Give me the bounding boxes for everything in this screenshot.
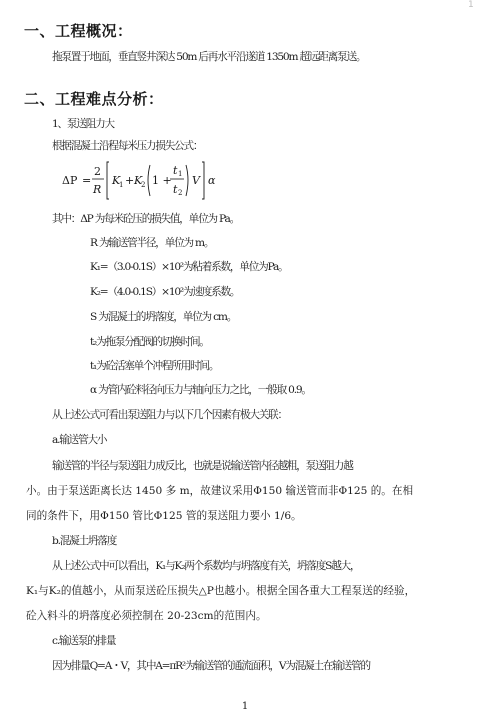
def-k2: K₂=（4.0-0.1S）×10²为速度系数。 xyxy=(90,286,240,298)
subsection-1-title: 1、泵送阻力大 xyxy=(52,118,114,130)
formula-alpha: α xyxy=(208,174,216,187)
def-delta-p: ΔP 为每米砼压的损失值，单位为 Pa。 xyxy=(80,213,239,225)
formula-t2: t xyxy=(173,183,178,196)
item-b-title: b.混凝土坍落度 xyxy=(52,535,117,547)
item-b-line-1: 从上述公式中可以看出，K₁与K₂两个系数均与坍落度有关，坍落度S越大， xyxy=(52,560,360,572)
def-alpha: α 为管内砼料径向压力与轴向压力之比，一般取 0.9。 xyxy=(90,384,311,396)
formula-t2-sub: 2 xyxy=(178,189,183,197)
section-1-body: 拖泵置于地面，垂直竖井深达 50m 后再水平沿遂道 1350m 超远距离泵送。 xyxy=(52,51,366,63)
formula-equals: = xyxy=(82,174,92,187)
item-a-line-1: 输送管的半径与泵送阻力成反比，也就是说输送管内径越粗，泵送阻力越 xyxy=(52,460,353,472)
formula-t1-sub: 1 xyxy=(178,170,183,178)
formula-one-plus: 1 + xyxy=(152,174,172,187)
def-s: S 为混凝土的坍落度，单位为 cm。 xyxy=(90,311,237,323)
conclusion-line: 从上述公式可看出泵送阻力与以下几个因素有极大关联： xyxy=(52,409,287,421)
pressure-loss-formula xyxy=(62,159,222,203)
formula-intro: 根据混凝土沿程每米压力损失公式： xyxy=(52,140,203,152)
def-t2: t₂为拖泵分配阀的切换时间。 xyxy=(90,336,209,348)
item-b-line-3: 砼入料斗的坍落度必须控制在 20-23cm的范围内。 xyxy=(26,610,267,622)
formula-lhs: ΔP xyxy=(62,174,78,187)
item-a-line-2: 小。由于泵送距离长达 1450 多 m，故建议采用Φ150 输送管而非Φ125 的。在相 xyxy=(26,485,414,497)
section-1-heading: 一、工程概况： xyxy=(24,22,133,40)
section-2-heading: 二、工程难点分析： xyxy=(24,90,164,108)
item-a-title: a.输送管大小 xyxy=(52,434,107,446)
page-number: 1 xyxy=(241,701,249,712)
item-c-title: c.输送泵的排量 xyxy=(52,635,116,647)
formula-k1-sub: 1 xyxy=(119,181,124,189)
formula-k2-sub: 2 xyxy=(141,181,146,189)
corner-mark: 1 xyxy=(468,0,474,10)
def-t1: t₁为砼活塞单个冲程所用时间。 xyxy=(90,360,219,372)
formula-k1: K xyxy=(112,174,121,187)
formula-k2: K xyxy=(134,174,143,187)
formula-denominator: R xyxy=(93,183,102,196)
defs-where-prefix: 其中： xyxy=(52,213,81,225)
defs-where-row xyxy=(52,213,490,226)
item-a-line-3: 同的条件下，用Φ150 管比Φ125 管的泵送阻力要小 1/6。 xyxy=(26,510,302,522)
formula-numerator: 2 xyxy=(94,165,101,178)
def-k1: K₁=（3.0-0.1S）×10²为粘着系数，单位为Pa。 xyxy=(90,261,288,273)
def-r: R 为输送管半径，单位为 m。 xyxy=(90,237,214,249)
formula-plus: + xyxy=(125,174,135,187)
formula-v: V xyxy=(192,174,200,187)
item-b-line-2: K₁与K₂的值越小，从而泵送砼压损失△P也越小。根据全国各重大工程泵送的经验， xyxy=(26,585,416,597)
item-c-line-1: 因为排量Q=A・V，其中A=πR²为输送管的通流面积，V为混凝土在输送管的 xyxy=(52,660,370,672)
formula-t1: t xyxy=(173,164,178,177)
